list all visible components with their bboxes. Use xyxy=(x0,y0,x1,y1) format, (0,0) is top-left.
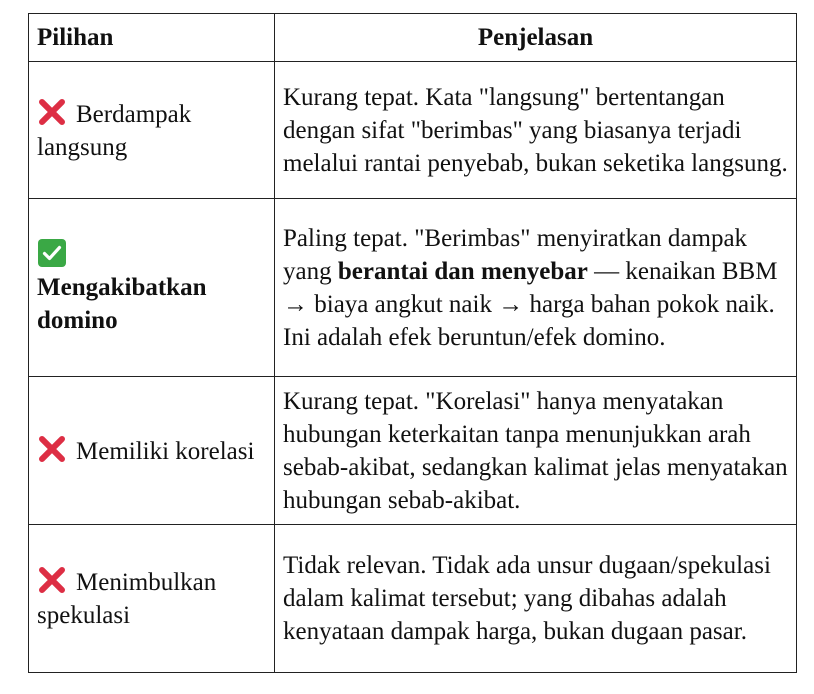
options-table xyxy=(28,13,797,673)
explanation-cell: Kurang tepat. "Korelasi" hanya menyatakan hubungan keterkaitan tanpa menunjukkan arah sebab-akibat, sedangkan kalimat jelas menyatakan hubungan sebab-akibat. xyxy=(275,377,797,525)
table-row xyxy=(29,525,797,673)
cross-mark-icon xyxy=(37,434,67,464)
cross-mark-icon xyxy=(37,565,67,595)
option-label: Memiliki korelasi xyxy=(76,437,255,465)
option-label: Mengakibatkan domino xyxy=(37,274,207,334)
check-mark-icon xyxy=(37,238,67,268)
option-label: Berdampak langsung xyxy=(37,100,192,161)
header-option: Pilihan xyxy=(29,14,275,62)
option-cell xyxy=(29,525,275,673)
header-explanation: Penjelasan xyxy=(275,14,797,62)
option-cell xyxy=(29,62,275,199)
explanation-text: Paling tepat. "Berimbas" menyiratkan dampak yang xyxy=(283,224,748,285)
table-row xyxy=(29,377,797,525)
option-cell xyxy=(29,377,275,525)
table-row xyxy=(29,199,797,377)
explanation-cell: Kurang tepat. Kata "langsung" bertentangan dengan sifat "berimbas" yang biasanya terjadi melalui rantai penyebab, bukan seketika langsung. xyxy=(275,62,797,199)
table-row xyxy=(29,62,797,199)
cross-mark-icon xyxy=(37,97,67,127)
header-row xyxy=(29,14,797,62)
explanation-cell: Tidak relevan. Tidak ada unsur dugaan/spekulasi dalam kalimat tersebut; yang dibahas adalah kenyataan dampak harga, bukan dugaan pasar. xyxy=(275,525,797,673)
explanation-text: — kenaikan BBM → biaya angkut naik → harga bahan pokok naik. Ini adalah efek beruntun/efek domino. xyxy=(283,257,778,351)
explanation-emphasis: berantai dan menyebar xyxy=(337,257,588,285)
option-label: Menimbulkan spekulasi xyxy=(37,569,217,629)
explanation-cell xyxy=(275,199,797,377)
option-cell xyxy=(29,199,275,377)
